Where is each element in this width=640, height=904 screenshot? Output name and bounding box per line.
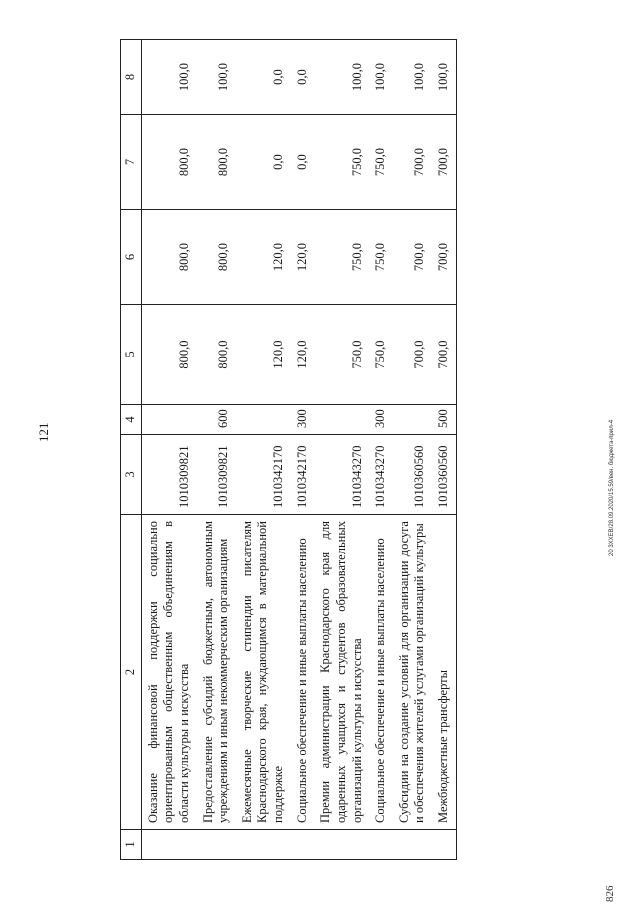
row-value-7: 700,0 [432, 115, 456, 210]
row-value-5: 120,0 [291, 305, 315, 405]
row-value-6: 120,0 [291, 210, 315, 305]
row-expense-type [236, 405, 291, 435]
row-name: Оказание финансовой поддержки социально ориентированным общественным объединениям в области культуры и искусства [141, 515, 196, 830]
page-number: 121 [36, 422, 51, 442]
row-value-8: 0,0 [291, 40, 315, 115]
table-row [393, 40, 432, 860]
row-target-code: 1010343270 [369, 435, 393, 515]
column-header-7: 7 [121, 115, 142, 210]
row-target-code: 1010360560 [393, 435, 432, 515]
table-row [141, 40, 196, 860]
row-value-7: 750,0 [314, 115, 369, 210]
row-target-code: 1010343270 [314, 435, 369, 515]
row-name: Премии администрации Краснодарского края для одаренных учащихся и студентов образовательных организаций культуры и искусства [314, 515, 369, 830]
table-row [314, 40, 369, 860]
row-name: Межбюджетные трансферты [432, 515, 456, 830]
row-value-5: 700,0 [432, 305, 456, 405]
row-value-5: 750,0 [369, 305, 393, 405]
row-value-6: 700,0 [432, 210, 456, 305]
row-expense-type: 500 [432, 405, 456, 435]
row-value-8: 100,0 [141, 40, 196, 115]
table-row [291, 40, 315, 860]
column-header-8: 8 [121, 40, 142, 115]
row-name: Социальное обеспечение и иные выплаты населению [369, 515, 393, 830]
row-value-6: 120,0 [236, 210, 291, 305]
document-footer-note: 20 3ХХЕВ/28.09.2020/15.59/вен. бюджета-прил-4 [609, 419, 615, 556]
row-value-8: 100,0 [314, 40, 369, 115]
row-value-5: 750,0 [314, 305, 369, 405]
row-value-7: 750,0 [369, 115, 393, 210]
row-value-6: 800,0 [141, 210, 196, 305]
row-expense-type [314, 405, 369, 435]
row-value-7: 700,0 [393, 115, 432, 210]
row-target-code: 1010342170 [291, 435, 315, 515]
row-value-8: 100,0 [432, 40, 456, 115]
column-header-2: 2 [121, 515, 142, 830]
row-expense-type [141, 405, 196, 435]
row-value-7: 0,0 [291, 115, 315, 210]
row-value-8: 100,0 [393, 40, 432, 115]
table-row [197, 40, 236, 860]
row-value-8: 100,0 [197, 40, 236, 115]
row-target-code: 1010360560 [432, 435, 456, 515]
table-header-row [121, 40, 142, 860]
row-value-6: 700,0 [393, 210, 432, 305]
row-value-5: 700,0 [393, 305, 432, 405]
row-expense-type: 600 [197, 405, 236, 435]
corner-page-number: 826 [604, 885, 616, 902]
column-header-5: 5 [121, 305, 142, 405]
row-name: Предоставление субсидий бюджетным, автономным учреждениям и иным некоммерческим организациям [197, 515, 236, 830]
row-expense-type [393, 405, 432, 435]
column-header-4: 4 [121, 405, 142, 435]
column-header-3: 3 [121, 435, 142, 515]
row-value-8: 0,0 [236, 40, 291, 115]
row-name: Ежемесячные творческие стипендии писателям Краснодарского края, нуждающимся в материальной поддержке [236, 515, 291, 830]
row-value-5: 120,0 [236, 305, 291, 405]
budget-table-container [120, 40, 580, 860]
table-row [369, 40, 393, 860]
row-value-6: 750,0 [369, 210, 393, 305]
row-target-code: 1010309821 [197, 435, 236, 515]
row-name: Субсидии на создание условий для организации досуга и обеспечения жителей услугами организаций культуры [393, 515, 432, 830]
row-name: Социальное обеспечение и иные выплаты населению [291, 515, 315, 830]
row-target-code: 1010342170 [236, 435, 291, 515]
row-value-7: 800,0 [141, 115, 196, 210]
row-value-7: 0,0 [236, 115, 291, 210]
row-value-6: 800,0 [197, 210, 236, 305]
row-value-6: 750,0 [314, 210, 369, 305]
row-expense-type: 300 [291, 405, 315, 435]
row-value-5: 800,0 [197, 305, 236, 405]
row-target-code: 1010309821 [141, 435, 196, 515]
column-header-1: 1 [121, 830, 142, 860]
row-value-7: 800,0 [197, 115, 236, 210]
row-value-5: 800,0 [141, 305, 196, 405]
budget-table [120, 39, 457, 860]
table-row [432, 40, 456, 860]
row-value-8: 100,0 [369, 40, 393, 115]
column-header-6: 6 [121, 210, 142, 305]
table-row [236, 40, 291, 860]
row-expense-type: 300 [369, 405, 393, 435]
